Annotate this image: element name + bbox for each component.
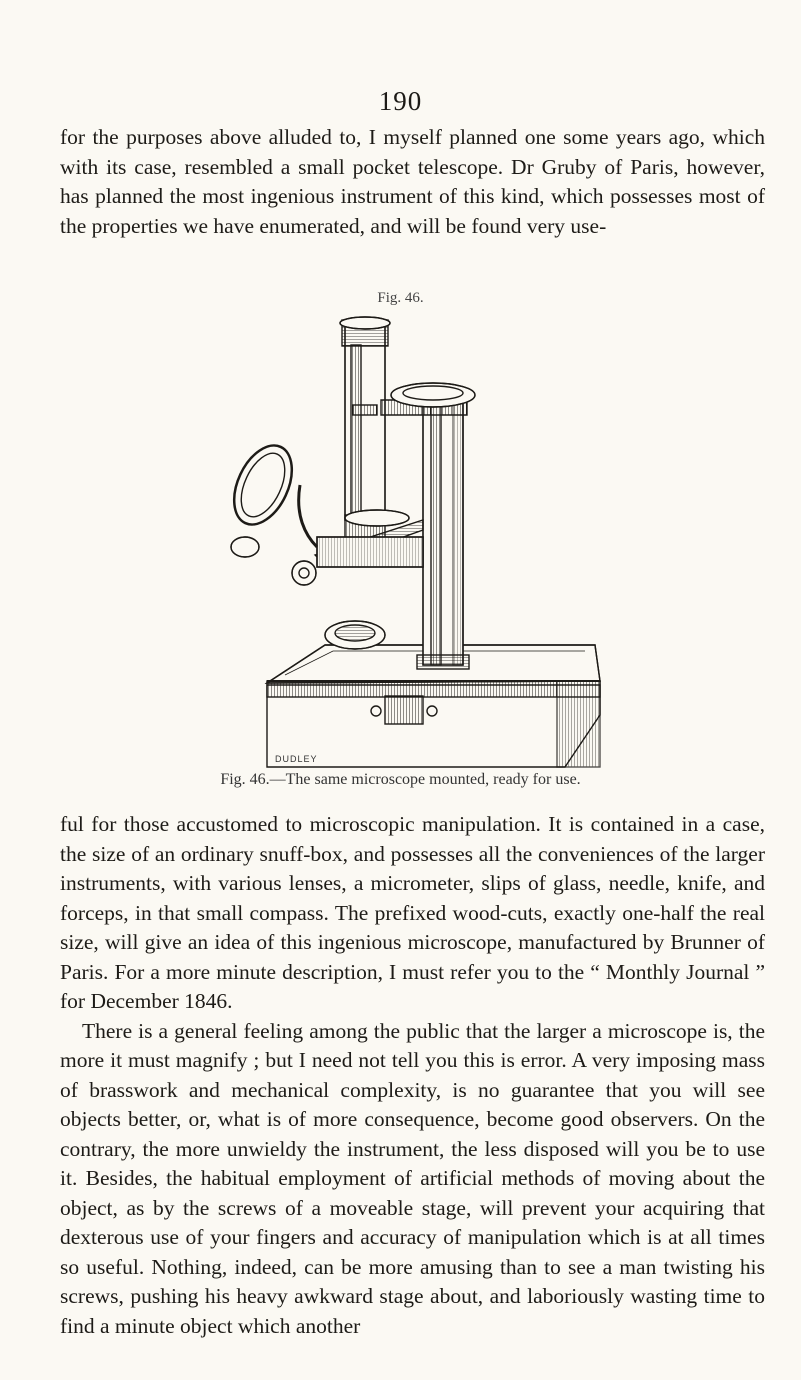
body-paragraph-top: for the purposes above alluded to, I myself planned one some years ago, which with its case, resembled a small pocket telescope. Dr Gruby of Paris, however, has planned the most ingenious instrument of this kind, which possesses most of the properties we have enumerated, and will be found very use- [60, 125, 765, 238]
figure-caption: Fig. 46.—The same microscope mounted, ready for use. [220, 771, 581, 788]
body-text-bottom [60, 810, 765, 1341]
body-paragraph: ful for those accustomed to microscopic manipulation. It is contained in a case, the size of an ordinary snuff-box, and possesses all the conveniences of the larger instruments, with various lenses, a micrometer, slips of glass, needle, knife, and forceps, in that small compass. The prefixed wood-cuts, exactly one-half the real size, will give an idea of this ingenious microscope, manufactured by Brunner of Paris. For a more minute description, I must refer you to the “ Monthly Journal ” for December 1846. [60, 812, 765, 1013]
engraver-signature: DUDLEY [275, 754, 318, 764]
case-box [267, 681, 600, 767]
mirror [223, 436, 317, 557]
adjustment-head [381, 383, 475, 415]
figure-label: Fig. 46. [377, 290, 424, 306]
body-paragraph: There is a general feeling among the public that the larger a microscope is, the more it must magnify ; but I need not tell you this is error. A very imposing mass of brasswork and mechanical complexity, is no guarantee that you will see objects better, or, what is of more consequence, become good observers. On the contrary, the more unwieldy the instrument, the less disposed will you be to use it. Besides, the habitual employment of artificial methods of moving about the object, as by the screws of a moveable stage, will prevent your acquiring that dexterous use of your fingers and accuracy of manipulation which is at all times so useful. Nothing, indeed, can be more amusing than to see a man twisting his screws, pushing his heavy awkward stage about, and laboriously wasting time to find a minute object which another [60, 1018, 765, 1338]
microscope-illustration [205, 315, 605, 770]
page-number: 190 [378, 86, 423, 116]
lens-dish [325, 621, 385, 649]
pillar [417, 395, 469, 669]
stage-arm [292, 510, 423, 585]
